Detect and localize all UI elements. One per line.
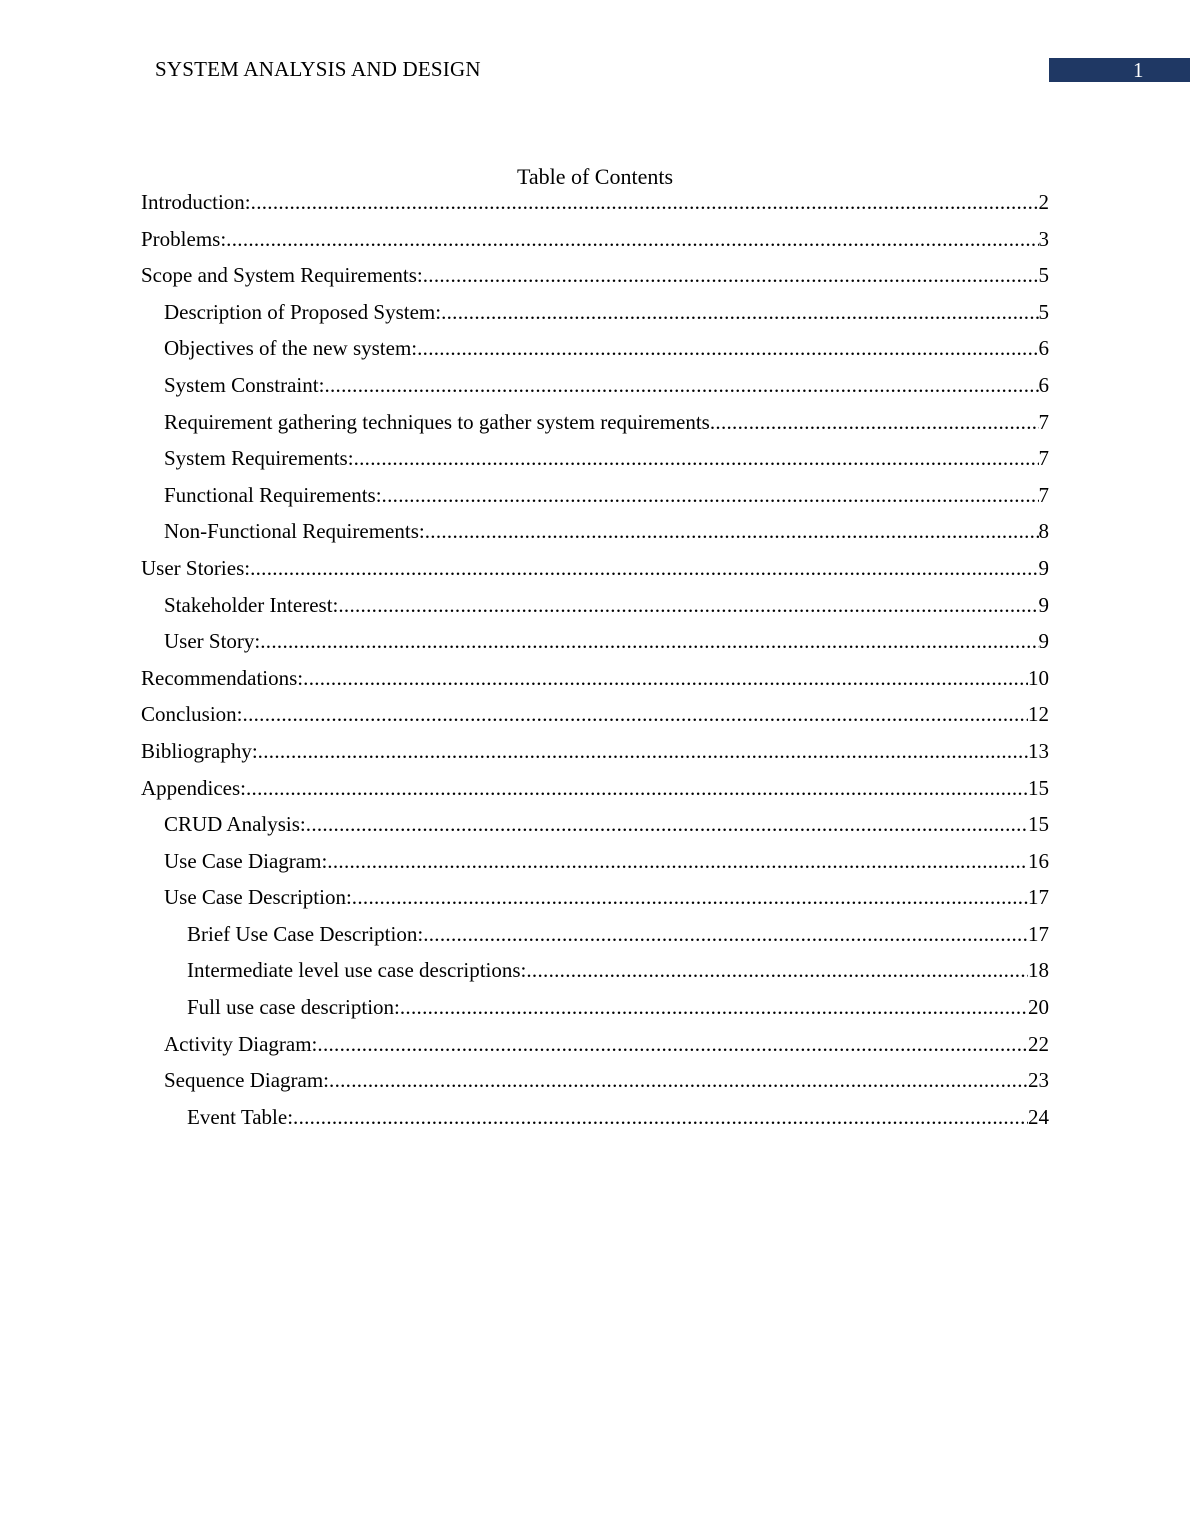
running-header-title: SYSTEM ANALYSIS AND DESIGN — [155, 57, 481, 81]
toc-leader-dots — [526, 958, 1028, 983]
toc-leader-dots — [417, 336, 1038, 361]
toc-entry-label: Introduction: — [141, 190, 251, 214]
toc-entry-system-constraint[interactable] — [141, 373, 1049, 410]
toc-entry-appendices[interactable] — [141, 776, 1049, 813]
toc-entry-objectives[interactable] — [141, 336, 1049, 373]
toc-entry-proposed-system[interactable] — [141, 300, 1049, 337]
toc-entry-recommendations[interactable] — [141, 666, 1049, 703]
toc-entry-label: Stakeholder Interest: — [164, 592, 339, 617]
toc-entry-label: Appendices: — [141, 775, 246, 800]
toc-entry-requirement-gathering[interactable] — [141, 410, 1049, 447]
toc-entry-label: Full use case description: — [187, 995, 400, 1020]
toc-entry-use-case-diagram[interactable] — [141, 849, 1049, 886]
toc-entry-page: 7 — [1038, 446, 1049, 471]
toc-entry-label: Brief Use Case Description: — [187, 921, 424, 946]
toc-entry-crud-analysis[interactable] — [141, 812, 1049, 849]
toc-entry-bibliography[interactable] — [141, 739, 1049, 776]
toc-entry-page: 6 — [1038, 336, 1049, 361]
toc-entry-non-functional-requirements[interactable] — [141, 519, 1049, 556]
toc-entry-label: CRUD Analysis: — [164, 812, 306, 837]
table-of-contents — [141, 190, 1049, 1141]
toc-entry-label: Use Case Description: — [164, 885, 352, 910]
toc-entry-use-case-description[interactable] — [141, 885, 1049, 922]
toc-leader-dots — [324, 373, 1038, 398]
toc-entry-label: Conclusion: — [141, 702, 243, 727]
toc-entry-activity-diagram[interactable] — [141, 1032, 1049, 1069]
toc-entry-label: System Requirements: — [164, 446, 354, 471]
toc-entry-label: Intermediate level use case descriptions: — [187, 958, 527, 983]
toc-entry-page: 17 — [1028, 921, 1049, 946]
toc-leader-dots — [327, 849, 1028, 874]
toc-leader-dots — [423, 922, 1028, 947]
toc-entry-label: Non-Functional Requirements: — [164, 519, 425, 544]
toc-entry-label: User Stories: — [141, 555, 251, 580]
toc-entry-user-stories[interactable] — [141, 556, 1049, 593]
toc-leader-dots — [293, 1105, 1028, 1130]
toc-entry-label: Scope and System Requirements: — [141, 263, 423, 288]
toc-entry-page: 5 — [1038, 263, 1049, 288]
toc-entry-page: 9 — [1038, 555, 1049, 580]
toc-leader-dots — [246, 776, 1028, 801]
toc-leader-dots — [441, 300, 1038, 325]
toc-entry-user-story[interactable] — [141, 629, 1049, 666]
toc-entry-page: 9 — [1038, 629, 1049, 654]
toc-entry-label: Use Case Diagram: — [164, 848, 328, 873]
toc-entry-page: 16 — [1028, 848, 1049, 873]
page-number-box — [1049, 58, 1190, 82]
toc-leader-dots — [251, 190, 1039, 215]
toc-entry-page: 3 — [1038, 226, 1049, 251]
toc-entry-page: 18 — [1028, 958, 1049, 983]
toc-entry-label: Sequence Diagram: — [164, 1068, 330, 1093]
toc-entry-page: 7 — [1038, 409, 1049, 434]
toc-entry-label: System Constraint: — [164, 372, 325, 397]
toc-entry-introduction[interactable] — [141, 190, 1049, 227]
toc-entry-page: 24 — [1028, 1104, 1049, 1129]
toc-entry-page: 9 — [1038, 592, 1049, 617]
toc-entry-page: 8 — [1038, 519, 1049, 544]
toc-entry-page: 17 — [1028, 885, 1049, 910]
toc-entry-page: 10 — [1028, 665, 1049, 690]
toc-entry-label: Activity Diagram: — [164, 1031, 318, 1056]
toc-leader-dots — [352, 885, 1028, 910]
toc-leader-dots — [226, 227, 1038, 252]
toc-leader-dots — [260, 629, 1038, 654]
toc-entry-label: Requirement gathering techniques to gather system requirements — [164, 409, 710, 434]
toc-entry-event-table[interactable] — [141, 1105, 1049, 1142]
toc-entry-label: Event Table: — [187, 1104, 294, 1129]
toc-leader-dots — [425, 519, 1039, 544]
toc-leader-dots — [329, 1068, 1028, 1093]
toc-entry-label: User Story: — [164, 629, 261, 654]
toc-entry-page: 15 — [1028, 812, 1049, 837]
toc-entry-functional-requirements[interactable] — [141, 483, 1049, 520]
toc-entry-page: 22 — [1028, 1031, 1049, 1056]
toc-leader-dots — [306, 812, 1028, 837]
toc-entry-stakeholder-interest[interactable] — [141, 593, 1049, 630]
toc-leader-dots — [710, 410, 1039, 435]
toc-entry-page: 6 — [1038, 372, 1049, 397]
toc-entry-sequence-diagram[interactable] — [141, 1068, 1049, 1105]
toc-leader-dots — [317, 1032, 1028, 1057]
toc-leader-dots — [258, 739, 1028, 764]
toc-entry-problems[interactable] — [141, 227, 1049, 264]
toc-entry-scope[interactable] — [141, 263, 1049, 300]
toc-entry-page: 5 — [1038, 299, 1049, 324]
toc-leader-dots — [354, 446, 1039, 471]
toc-leader-dots — [423, 263, 1039, 288]
page-number: 1 — [1133, 58, 1144, 82]
toc-entry-intermediate-use-case[interactable] — [141, 958, 1049, 995]
toc-leader-dots — [303, 666, 1028, 691]
toc-entry-page: 2 — [1038, 190, 1049, 214]
toc-entry-label: Functional Requirements: — [164, 482, 382, 507]
toc-leader-dots — [338, 593, 1038, 618]
toc-entry-system-requirements[interactable] — [141, 446, 1049, 483]
toc-entry-page: 15 — [1028, 775, 1049, 800]
toc-entry-conclusion[interactable] — [141, 702, 1049, 739]
toc-leader-dots — [400, 995, 1028, 1020]
toc-entry-label: Objectives of the new system: — [164, 336, 418, 361]
toc-entry-page: 13 — [1028, 738, 1049, 763]
toc-entry-brief-use-case[interactable] — [141, 922, 1049, 959]
toc-entry-page: 23 — [1028, 1068, 1049, 1093]
toc-entry-label: Recommendations: — [141, 665, 304, 690]
toc-title: Table of Contents — [516, 164, 674, 189]
toc-leader-dots — [243, 702, 1028, 727]
toc-entry-full-use-case[interactable] — [141, 995, 1049, 1032]
toc-entry-page: 20 — [1028, 995, 1049, 1020]
toc-entry-label: Bibliography: — [141, 738, 258, 763]
toc-leader-dots — [382, 483, 1039, 508]
toc-entry-label: Problems: — [141, 226, 227, 251]
toc-entry-label: Description of Proposed System: — [164, 299, 442, 324]
toc-leader-dots — [250, 556, 1038, 581]
toc-entry-page: 12 — [1028, 702, 1049, 727]
toc-entry-page: 7 — [1038, 482, 1049, 507]
